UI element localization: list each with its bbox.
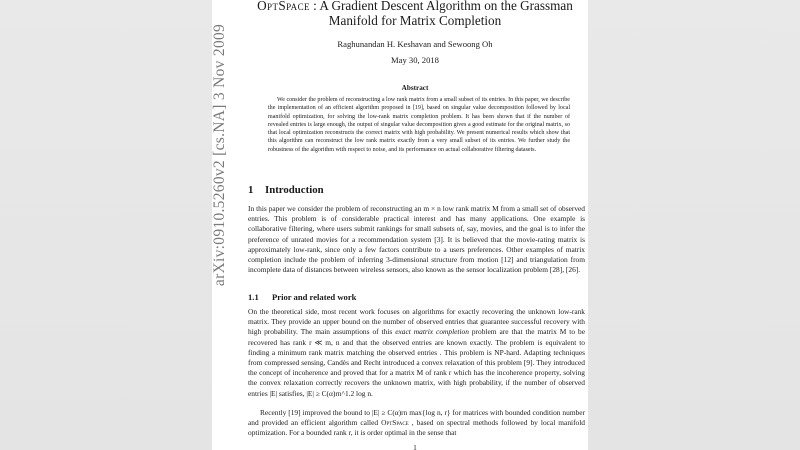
page-number: 1 — [413, 443, 417, 450]
title-line1-rest: : A Gradient Descent Algorithm on the Grassman — [309, 0, 573, 13]
paper-authors: Raghunandan H. Keshavan and Sewoong Oh — [337, 39, 493, 49]
section-heading-introduction — [248, 184, 324, 196]
related-text-emphasis: exact matrix completion — [395, 327, 469, 337]
para2-text-part-b: , based on spectral methods followed by local manifold optimization. For a bounded rank r, it is order optimal in the sense that — [248, 418, 585, 438]
subsection-number: 1.1 — [248, 292, 259, 302]
para2-algorithm-name: OptSpace — [381, 418, 409, 428]
related-work-paragraph-2 — [248, 408, 585, 439]
related-text-part-a: On the theoretical side, most recent work focuses on algorithms for exactly recovering the unknown low-rank matrix. They provide an upper bound on the number of observed entries that guarantee successful recovery with high probability. The main assumptions of this — [248, 307, 585, 337]
paper-title — [242, 0, 588, 28]
title-algorithm-name: OptSpace — [257, 0, 310, 13]
subsection-title: Prior and related work — [272, 292, 357, 302]
abstract-heading: Abstract — [401, 84, 429, 92]
section-title: Introduction — [265, 184, 324, 196]
abstract-body: We consider the problem of reconstructing a low rank matrix from a small subset of its entries. In this paper, we describe the implementation of an efficient algorithm proposed in [19], based on singular value decomposition followed by local manifold optimization, for solving the low-rank matrix completion problem. It has been shown that if the number of revealed entries is large enough, the output of singular value decomposition gives a good estimate for the original matrix, so that local optimization reconstructs the correct matrix with high probability. We present numerical results which show that this algorithm can reconstruct the low rank matrix exactly from a very small subset of its entries. We further study the robustness of the algorithm with respect to noise, and its performance on actual collaborative filtering datasets. — [268, 97, 570, 153]
paper-date: May 30, 2018 — [391, 55, 439, 65]
subsection-heading-prior-work — [248, 292, 356, 302]
arxiv-identifier-text: arXiv:0910.5260v2 [cs.NA] 3 Nov 2009 — [211, 23, 228, 287]
introduction-paragraph: In this paper we consider the problem of reconstructing an m × n low rank matrix M from a small set of observed entries. This problem is of considerable practical interest and has many applications. One example is collaborative filtering, where users submit rankings for small subsets of, say, movies, and the goal is to infer the preference of unrated movies for a recommendation system [3]. It is believed that the movie-rating matrix is approximately low-rank, since only a few factors contribute to a users preferences. Other examples of matrix completion include the problem of inferring 3-dimensional structure from motion [12] and triangulation from incomplete data of distances between wireless sensors, also known as the sensor localization problem [28], [26]. — [248, 204, 585, 275]
paper-page — [212, 0, 588, 450]
title-line2: Manifold for Matrix Completion — [328, 13, 502, 28]
arxiv-identifier-stamp — [206, 20, 234, 290]
right-margin-background — [588, 0, 800, 450]
left-margin-background — [0, 0, 212, 450]
section-number: 1 — [248, 184, 254, 196]
para2-text-part-a: Recently [19] improved the bound to |E| ≥ C(α)rn max{log n, r} for matrices with bounded condition number and provided an efficient algorithm called — [248, 408, 585, 428]
related-work-paragraph-1 — [248, 307, 585, 399]
related-text-part-b: problem are that the matrix M to be recovered has rank r ≪ m, n and that the observed entries are known exactly. The problem is equivalent to finding a minimum rank matrix matching the observed entries . This problem is NP-hard. Adapting techniques from compressed sensing, Candès and Recht introduced a convex relaxation of this problem [9]. They introduced the concept of incoherence and proved that for a matrix M of rank r which has the incoherence property, solving the convex relaxation correctly recovers the unknown matrix, with high probability, if the number of observed entries |E| satisfies, |E| ≥ C(α)rn^1.2 log n. — [248, 327, 586, 398]
